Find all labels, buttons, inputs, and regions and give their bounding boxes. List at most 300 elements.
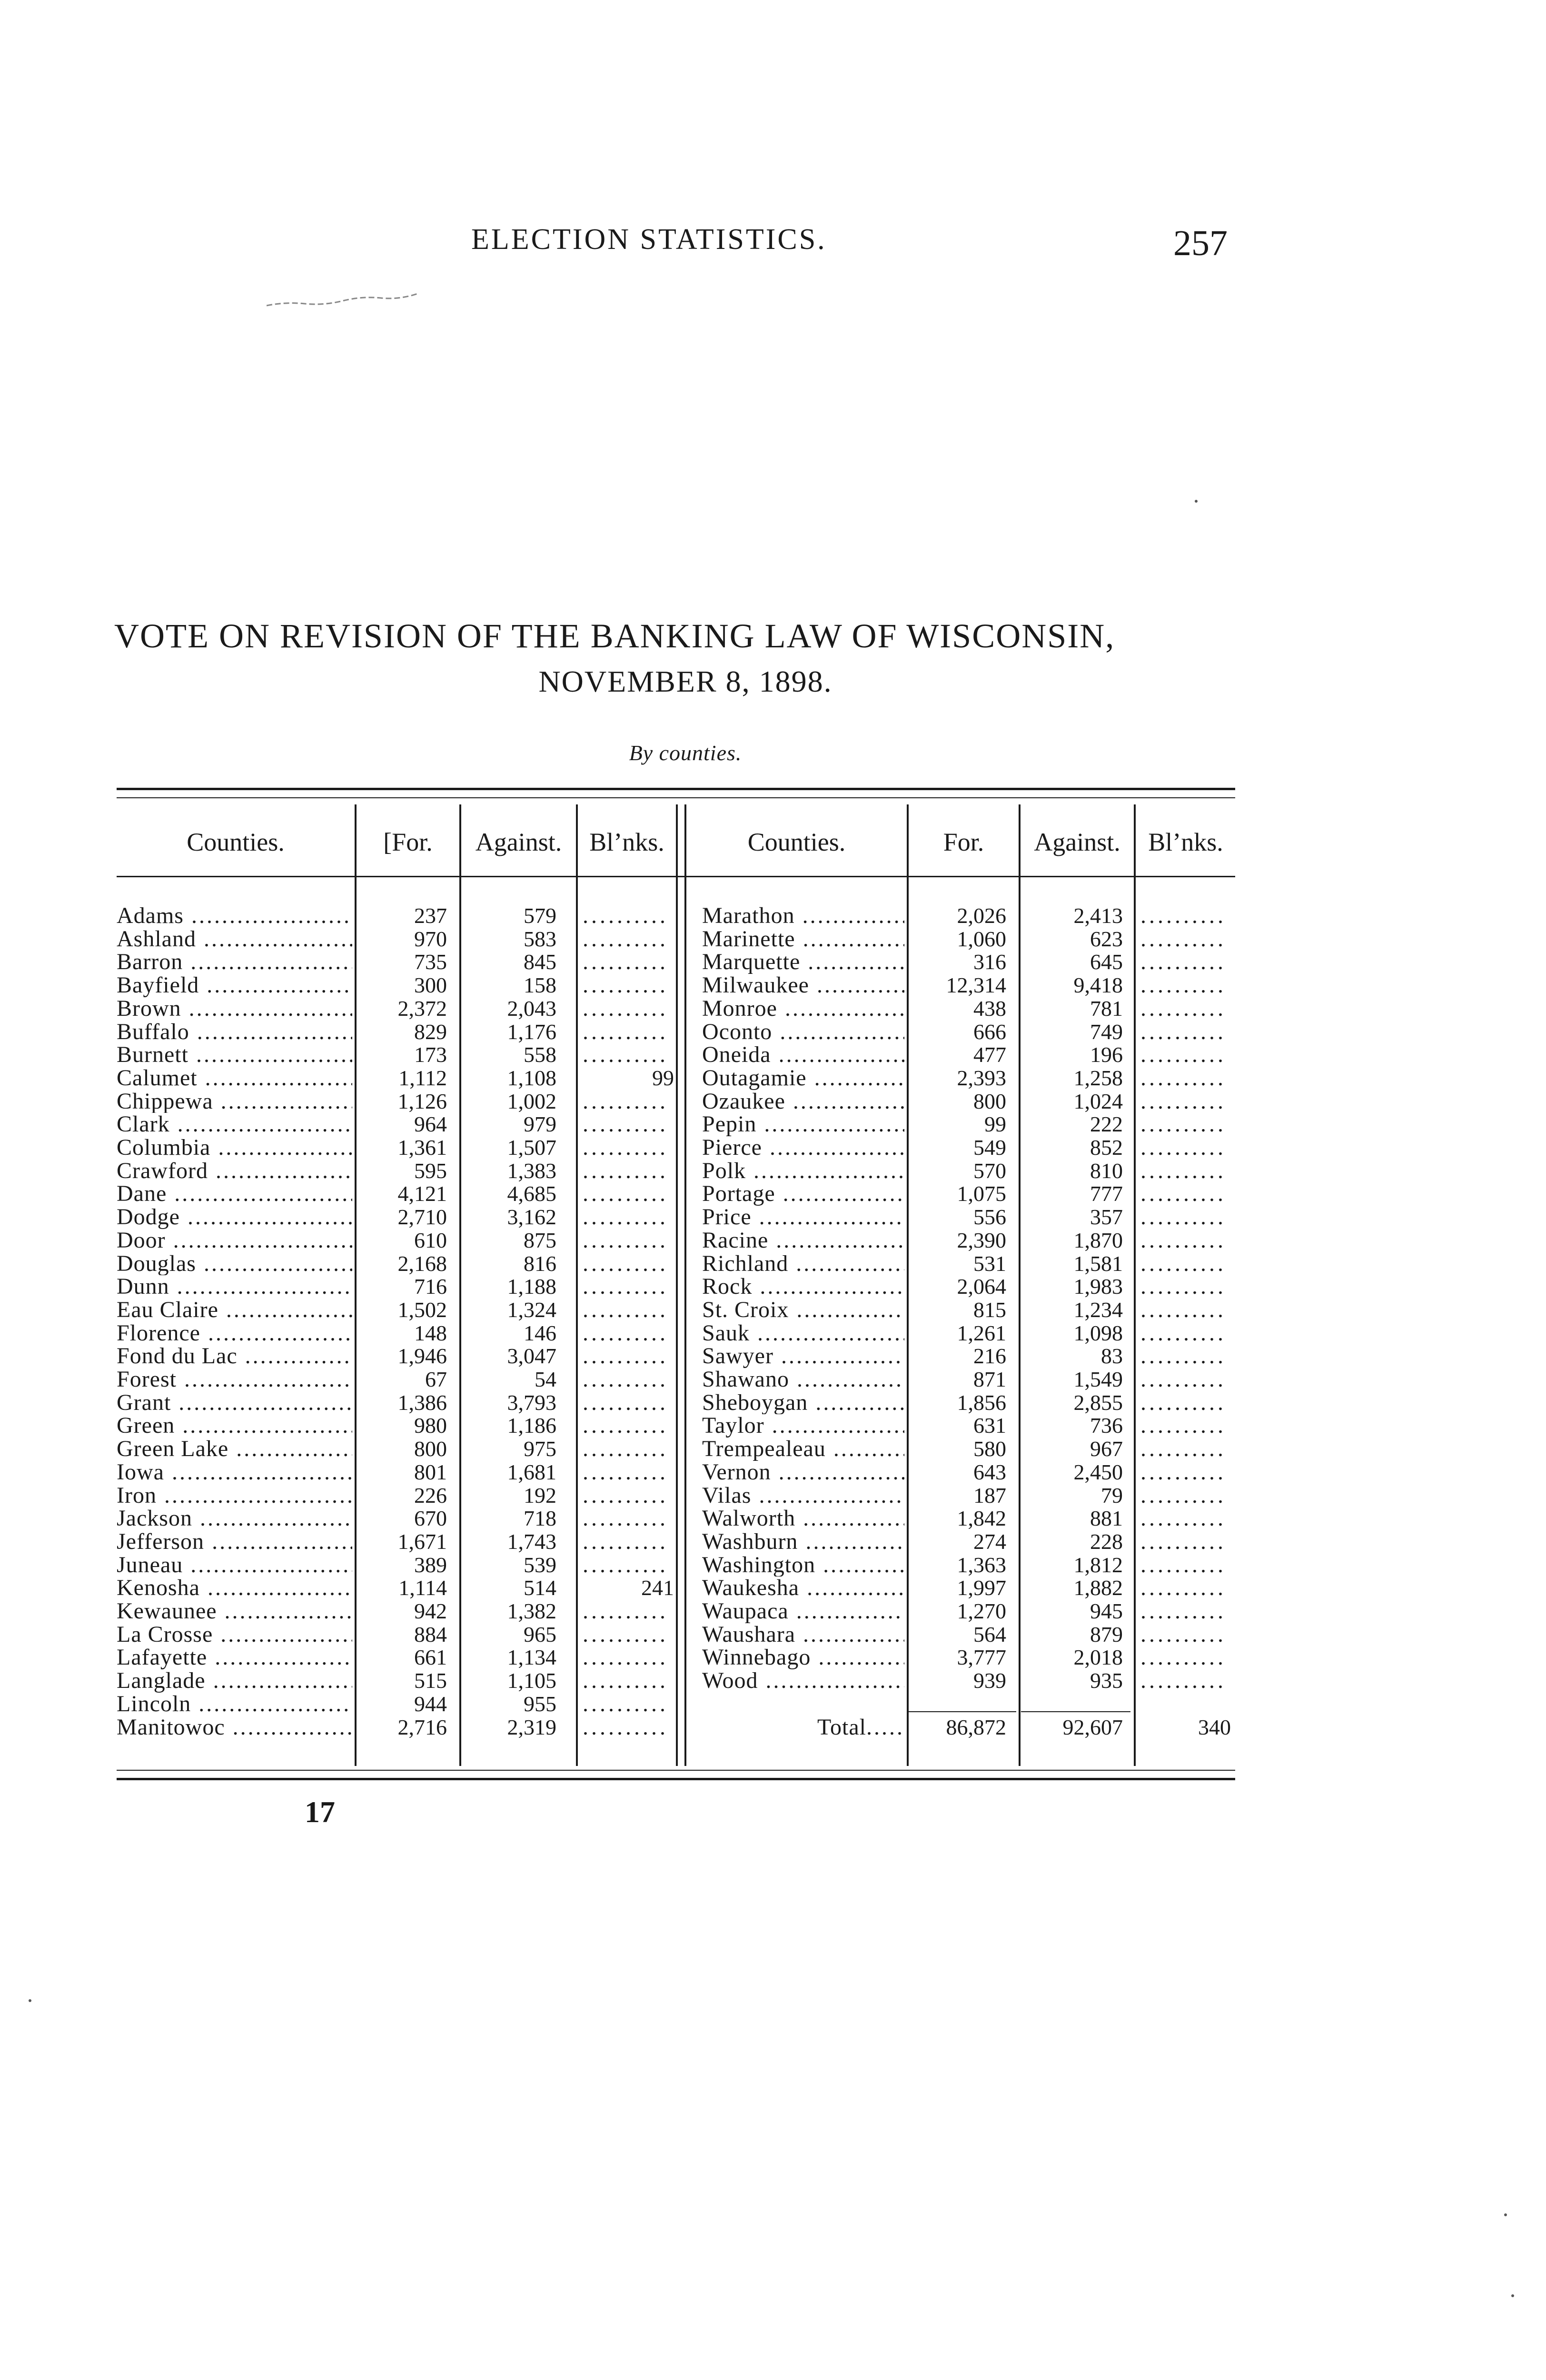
table-subtitle: By counties. (629, 741, 742, 765)
against-votes: 623 (1090, 926, 1123, 951)
against-votes: 3,047 (507, 1344, 556, 1368)
scan-speck (29, 1999, 31, 2002)
county-name: Racine ..... (702, 1229, 904, 1252)
blank-votes-leader (583, 1716, 667, 1739)
county-name: Kenosha ..... (117, 1577, 352, 1600)
blank-votes-leader (583, 1368, 667, 1391)
against-votes: 196 (1090, 1042, 1123, 1067)
blank-votes-leader (1140, 1669, 1226, 1693)
total-label: Total (817, 1715, 866, 1740)
header-blanks-right: Bl’nks. (1148, 828, 1223, 856)
county-name: Shawano ..... (702, 1368, 904, 1391)
blank-votes-leader (583, 1646, 667, 1669)
for-votes: 871 (973, 1367, 1006, 1391)
for-votes: 670 (414, 1506, 447, 1531)
county-name: Eau Claire ..... (117, 1299, 352, 1322)
for-votes: 1,126 (397, 1089, 447, 1113)
against-votes: 83 (1101, 1344, 1123, 1368)
county-name: Douglas ..... (117, 1252, 352, 1276)
blank-votes-leader (583, 1160, 667, 1183)
against-votes: 2,450 (1073, 1459, 1123, 1484)
against-votes: 852 (1090, 1135, 1123, 1160)
blank-votes-leader (583, 1669, 667, 1693)
county-name: Bayfield ..... (117, 974, 352, 997)
against-votes: 192 (524, 1483, 556, 1507)
for-votes: 67 (425, 1367, 447, 1391)
county-name: Pierce ..... (702, 1136, 904, 1160)
county-name: Waushara ..... (702, 1623, 904, 1646)
for-votes: 1,502 (397, 1297, 447, 1322)
county-name: Sawyer ..... (702, 1345, 904, 1368)
against-votes: 1,258 (1073, 1065, 1123, 1090)
table-top-rule-thin (117, 797, 1235, 798)
total-rule-against (1021, 1711, 1130, 1712)
blank-votes-leader (583, 974, 667, 997)
for-votes: 300 (414, 973, 447, 998)
blank-votes-leader (1140, 1600, 1226, 1623)
blank-votes-leader (1140, 1136, 1226, 1160)
blank-votes-leader (1140, 1438, 1226, 1461)
county-name: Wood ..... (702, 1669, 904, 1693)
for-votes: 1,114 (398, 1576, 447, 1600)
for-votes: 2,372 (397, 996, 447, 1021)
county-name: Vernon ..... (702, 1461, 904, 1484)
county-name: Grant ..... (117, 1391, 352, 1415)
against-votes: 579 (524, 903, 556, 928)
for-votes: 216 (973, 1344, 1006, 1368)
county-name: Burnett ..... (117, 1043, 352, 1067)
county-name: Buffalo ..... (117, 1021, 352, 1044)
table-title-line-2: NOVEMBER 8, 1898. (538, 664, 832, 698)
for-votes: 631 (973, 1413, 1006, 1438)
county-name: Monroe ..... (702, 997, 904, 1021)
blank-votes-leader (583, 1623, 667, 1646)
for-votes: 477 (973, 1042, 1006, 1067)
against-votes: 1,681 (507, 1459, 556, 1484)
blank-votes-leader (1140, 1530, 1226, 1554)
blank-votes-leader (583, 1043, 667, 1067)
blank-votes-leader (583, 1438, 667, 1461)
against-votes: 1,507 (507, 1135, 556, 1160)
county-name: Walworth ..... (702, 1507, 904, 1530)
blank-votes-leader (1140, 1507, 1226, 1530)
against-votes: 228 (1090, 1529, 1123, 1554)
blank-votes-leader (1140, 1322, 1226, 1345)
for-votes: 815 (973, 1297, 1006, 1322)
blank-votes-leader (583, 1391, 667, 1415)
against-votes: 2,413 (1073, 903, 1123, 928)
against-votes: 514 (524, 1576, 556, 1600)
county-name: Waupaca ..... (702, 1600, 904, 1623)
page-number: 257 (1173, 223, 1228, 263)
county-name: Jefferson ..... (117, 1530, 352, 1554)
for-votes: 389 (414, 1552, 447, 1577)
county-name: Oneida ..... (702, 1043, 904, 1067)
against-votes: 967 (1090, 1437, 1123, 1461)
against-votes: 1,186 (507, 1413, 556, 1438)
table-top-rule-thick (117, 788, 1235, 790)
for-votes: 1,270 (957, 1599, 1006, 1623)
against-votes: 979 (524, 1112, 556, 1137)
against-votes: 1,549 (1073, 1367, 1123, 1391)
for-votes: 12,314 (946, 973, 1006, 998)
against-votes: 777 (1090, 1181, 1123, 1206)
against-votes: 718 (524, 1506, 556, 1531)
against-votes: 2,043 (507, 996, 556, 1021)
against-votes: 1,105 (507, 1668, 556, 1693)
blank-votes-leader (583, 904, 667, 928)
against-votes: 1,382 (507, 1599, 556, 1623)
for-votes: 438 (973, 996, 1006, 1021)
blank-votes-leader (583, 1461, 667, 1484)
against-votes: 3,793 (507, 1390, 556, 1415)
header-blanks-left: Bl’nks. (589, 828, 664, 856)
against-votes: 54 (535, 1367, 556, 1391)
against-votes: 1,383 (507, 1158, 556, 1183)
blank-votes-leader (583, 1090, 667, 1113)
county-name: Iowa ..... (117, 1461, 352, 1484)
against-votes: 1,176 (507, 1019, 556, 1044)
county-name: Dane ..... (117, 1182, 352, 1206)
county-name: St. Croix ..... (702, 1299, 904, 1322)
blank-votes-leader (1140, 1577, 1226, 1600)
blank-votes-leader (1140, 951, 1226, 974)
for-votes: 1,671 (397, 1529, 447, 1554)
county-name: Oconto ..... (702, 1021, 904, 1044)
total-rule-for (907, 1711, 1016, 1712)
against-votes: 1,108 (507, 1065, 556, 1090)
against-votes: 816 (524, 1251, 556, 1276)
for-votes: 549 (973, 1135, 1006, 1160)
county-name: Juneau ..... (117, 1554, 352, 1577)
county-name: Clark ..... (117, 1113, 352, 1136)
for-votes: 1,261 (957, 1320, 1006, 1345)
for-votes: 3,777 (957, 1645, 1006, 1670)
for-votes: 964 (414, 1112, 447, 1137)
county-name: Dunn ..... (117, 1275, 352, 1299)
for-votes: 580 (973, 1437, 1006, 1461)
county-name: Trempealeau ..... (702, 1438, 904, 1461)
blank-votes-leader (583, 1414, 667, 1438)
county-name: Polk ..... (702, 1160, 904, 1183)
against-votes: 935 (1090, 1668, 1123, 1693)
county-name: Sauk ..... (702, 1322, 904, 1345)
blank-votes-leader (583, 1182, 667, 1206)
blank-votes-leader (1140, 904, 1226, 928)
for-votes: 2,064 (957, 1274, 1006, 1299)
table-bottom-rule-thin (117, 1770, 1235, 1771)
county-name: Vilas ..... (702, 1484, 904, 1507)
blank-votes-leader (1140, 1090, 1226, 1113)
for-votes: 556 (973, 1205, 1006, 1230)
for-votes: 4,121 (397, 1181, 447, 1206)
header-for-left: [For. (383, 828, 433, 856)
blank-votes-leader (1140, 1252, 1226, 1276)
for-votes: 829 (414, 1019, 447, 1044)
for-votes: 666 (973, 1019, 1006, 1044)
county-name: Waukesha ..... (702, 1577, 904, 1600)
blank-votes-leader (1140, 1113, 1226, 1136)
against-votes: 3,162 (507, 1205, 556, 1230)
county-name: Milwaukee ..... (702, 974, 904, 997)
for-votes: 1,361 (397, 1135, 447, 1160)
against-votes: 955 (524, 1691, 556, 1716)
column-rule-double (676, 804, 678, 1766)
against-votes: 9,418 (1073, 973, 1123, 998)
scan-smudge-mark (267, 291, 419, 310)
county-name: Dodge ..... (117, 1206, 352, 1229)
against-votes: 975 (524, 1437, 556, 1461)
total-blanks: 340 (1198, 1715, 1231, 1739)
blank-votes-leader (583, 1299, 667, 1322)
blank-votes-leader (583, 951, 667, 974)
for-votes: 1,363 (957, 1552, 1006, 1577)
for-votes: 564 (973, 1622, 1006, 1646)
against-votes: 1,882 (1073, 1576, 1123, 1600)
county-name: Pepin ..... (702, 1113, 904, 1136)
header-against-left: Against. (475, 828, 562, 856)
blank-votes-leader (583, 928, 667, 951)
for-votes: 801 (414, 1459, 447, 1484)
blank-votes-leader (583, 1252, 667, 1276)
column-rule (1134, 804, 1136, 1766)
county-name: Outagamie ..... (702, 1067, 904, 1090)
against-votes: 357 (1090, 1205, 1123, 1230)
for-votes: 1,946 (397, 1344, 447, 1368)
county-name: Brown ..... (117, 997, 352, 1021)
county-name: Crawford ..... (117, 1160, 352, 1183)
county-name: Ozaukee ..... (702, 1090, 904, 1113)
against-votes: 1,812 (1073, 1552, 1123, 1577)
county-name: Marathon ..... (702, 904, 904, 928)
for-votes: 570 (973, 1158, 1006, 1183)
header-counties-left: Counties. (187, 828, 285, 856)
blank-votes-leader (583, 1554, 667, 1577)
against-votes: 1,134 (507, 1645, 556, 1670)
for-votes: 610 (414, 1228, 447, 1252)
against-votes: 845 (524, 950, 556, 974)
against-votes: 875 (524, 1228, 556, 1252)
blank-votes-leader (1140, 1043, 1226, 1067)
for-votes: 942 (414, 1599, 447, 1623)
for-votes: 735 (414, 950, 447, 974)
blank-votes-leader (1140, 1554, 1226, 1577)
county-name: Jackson ..... (117, 1507, 352, 1530)
blank-votes-leader (583, 997, 667, 1021)
county-name: Fond du Lac ..... (117, 1345, 352, 1368)
against-votes: 749 (1090, 1019, 1123, 1044)
blank-votes-leader (1140, 1414, 1226, 1438)
blank-votes: 99 (652, 1065, 674, 1090)
county-name: Columbia ..... (117, 1136, 352, 1160)
blank-votes-leader (583, 1136, 667, 1160)
against-votes: 1,098 (1073, 1320, 1123, 1345)
blank-votes-leader (1140, 1021, 1226, 1044)
for-votes: 148 (414, 1320, 447, 1345)
against-votes: 1,870 (1073, 1228, 1123, 1252)
against-votes: 583 (524, 926, 556, 951)
for-votes: 970 (414, 926, 447, 951)
county-name: Lafayette ..... (117, 1646, 352, 1669)
blank-votes-leader (583, 1206, 667, 1229)
blank-votes-leader (1140, 1067, 1226, 1090)
county-name: Green Lake ..... (117, 1438, 352, 1461)
for-votes: 716 (414, 1274, 447, 1299)
blank-votes-leader (1140, 1299, 1226, 1322)
total-leader (866, 1716, 904, 1739)
for-votes: 173 (414, 1042, 447, 1067)
county-name: Forest ..... (117, 1368, 352, 1391)
for-votes: 274 (973, 1529, 1006, 1554)
county-name: Washington ..... (702, 1554, 904, 1577)
for-votes: 2,716 (397, 1715, 447, 1739)
running-head: ELECTION STATISTICS. (471, 223, 827, 256)
blank-votes-leader (583, 1693, 667, 1716)
blank-votes-leader (583, 1275, 667, 1299)
blank-votes-leader (1140, 1646, 1226, 1669)
against-votes: 1,234 (1073, 1297, 1123, 1322)
against-votes: 881 (1090, 1506, 1123, 1531)
blank-votes-leader (583, 1530, 667, 1554)
against-votes: 158 (524, 973, 556, 998)
for-votes: 595 (414, 1158, 447, 1183)
for-votes: 237 (414, 903, 447, 928)
against-votes: 1,002 (507, 1089, 556, 1113)
county-name: Rock ..... (702, 1275, 904, 1299)
against-votes: 945 (1090, 1599, 1123, 1623)
blank-votes-leader (1140, 1160, 1226, 1183)
blank-votes-leader (583, 1345, 667, 1368)
for-votes: 515 (414, 1668, 447, 1693)
blank-votes: 241 (641, 1576, 674, 1600)
scan-speck (1504, 2213, 1507, 2216)
for-votes: 2,390 (957, 1228, 1006, 1252)
for-votes: 1,112 (398, 1065, 447, 1090)
county-name: Taylor ..... (702, 1414, 904, 1438)
for-votes: 316 (973, 950, 1006, 974)
scan-speck (1511, 2294, 1514, 2297)
for-votes: 2,393 (957, 1065, 1006, 1090)
column-rule-double (684, 804, 686, 1766)
scan-speck (1195, 500, 1198, 503)
header-for-right: For. (943, 828, 984, 856)
for-votes: 661 (414, 1645, 447, 1670)
for-votes: 2,026 (957, 903, 1006, 928)
blank-votes-leader (1140, 1484, 1226, 1507)
total-for: 86,872 (946, 1715, 1006, 1739)
county-name: Marinette ..... (702, 928, 904, 951)
against-votes: 79 (1101, 1483, 1123, 1507)
county-name: Door ..... (117, 1229, 352, 1252)
county-name: Winnebago ..... (702, 1646, 904, 1669)
for-votes: 944 (414, 1691, 447, 1716)
for-votes: 1,997 (957, 1576, 1006, 1600)
against-votes: 2,855 (1073, 1390, 1123, 1415)
column-rule (576, 804, 578, 1766)
against-votes: 1,743 (507, 1529, 556, 1554)
county-name: Ashland ..... (117, 928, 352, 951)
county-name: Langlade ..... (117, 1669, 352, 1693)
against-votes: 1,188 (507, 1274, 556, 1299)
county-name: Price ..... (702, 1206, 904, 1229)
against-votes: 736 (1090, 1413, 1123, 1438)
header-counties-right: Counties. (747, 828, 846, 856)
for-votes: 226 (414, 1483, 447, 1507)
county-name: Barron ..... (117, 951, 352, 974)
against-votes: 781 (1090, 996, 1123, 1021)
blank-votes-leader (1140, 1368, 1226, 1391)
against-votes: 558 (524, 1042, 556, 1067)
against-votes: 1,324 (507, 1297, 556, 1322)
blank-votes-leader (583, 1113, 667, 1136)
against-votes: 965 (524, 1622, 556, 1646)
county-name: Lincoln ..... (117, 1693, 352, 1716)
against-votes: 539 (524, 1552, 556, 1577)
for-votes: 531 (973, 1251, 1006, 1276)
county-name: Marquette ..... (702, 951, 904, 974)
for-votes: 99 (984, 1112, 1006, 1137)
blank-votes-leader (1140, 1206, 1226, 1229)
blank-votes-leader (1140, 1623, 1226, 1646)
blank-votes-leader (1140, 1275, 1226, 1299)
against-votes: 810 (1090, 1158, 1123, 1183)
blank-votes-leader (583, 1322, 667, 1345)
blank-votes-leader (1140, 1229, 1226, 1252)
county-name: La Crosse ..... (117, 1623, 352, 1646)
blank-votes-leader (583, 1600, 667, 1623)
for-votes: 1,856 (957, 1390, 1006, 1415)
blank-votes-leader (583, 1507, 667, 1530)
for-votes: 1,386 (397, 1390, 447, 1415)
header-against-right: Against. (1034, 828, 1120, 856)
against-votes: 1,581 (1073, 1251, 1123, 1276)
blank-votes-leader (583, 1021, 667, 1044)
for-votes: 1,842 (957, 1506, 1006, 1531)
against-votes: 645 (1090, 950, 1123, 974)
for-votes: 800 (973, 1089, 1006, 1113)
for-votes: 980 (414, 1413, 447, 1438)
blank-votes-leader (1140, 1182, 1226, 1206)
county-name: Chippewa ..... (117, 1090, 352, 1113)
blank-votes-leader (1140, 928, 1226, 951)
county-name: Washburn ..... (702, 1530, 904, 1554)
county-name: Sheboygan ..... (702, 1391, 904, 1415)
county-name: Portage ..... (702, 1182, 904, 1206)
for-votes: 643 (973, 1459, 1006, 1484)
for-votes: 1,060 (957, 926, 1006, 951)
blank-votes-leader (1140, 1345, 1226, 1368)
against-votes: 222 (1090, 1112, 1123, 1137)
blank-votes-leader (583, 1229, 667, 1252)
county-name: Manitowoc ..... (117, 1716, 352, 1739)
blank-votes-leader (1140, 1461, 1226, 1484)
for-votes: 2,168 (397, 1251, 447, 1276)
against-votes: 4,685 (507, 1181, 556, 1206)
county-name: Adams ..... (117, 904, 352, 928)
against-votes: 879 (1090, 1622, 1123, 1646)
county-name: Florence ..... (117, 1322, 352, 1345)
blank-votes-leader (1140, 1391, 1226, 1415)
table-title-line-1: VOTE ON REVISION OF THE BANKING LAW OF WISCONSIN, (114, 617, 1115, 655)
against-votes: 2,018 (1073, 1645, 1123, 1670)
county-name: Green ..... (117, 1414, 352, 1438)
against-votes: 2,319 (507, 1715, 556, 1739)
blank-votes-leader (1140, 997, 1226, 1021)
for-votes: 1,075 (957, 1181, 1006, 1206)
county-name: Richland ..... (702, 1252, 904, 1276)
county-name: Kewaunee ..... (117, 1600, 352, 1623)
against-votes: 146 (524, 1320, 556, 1345)
